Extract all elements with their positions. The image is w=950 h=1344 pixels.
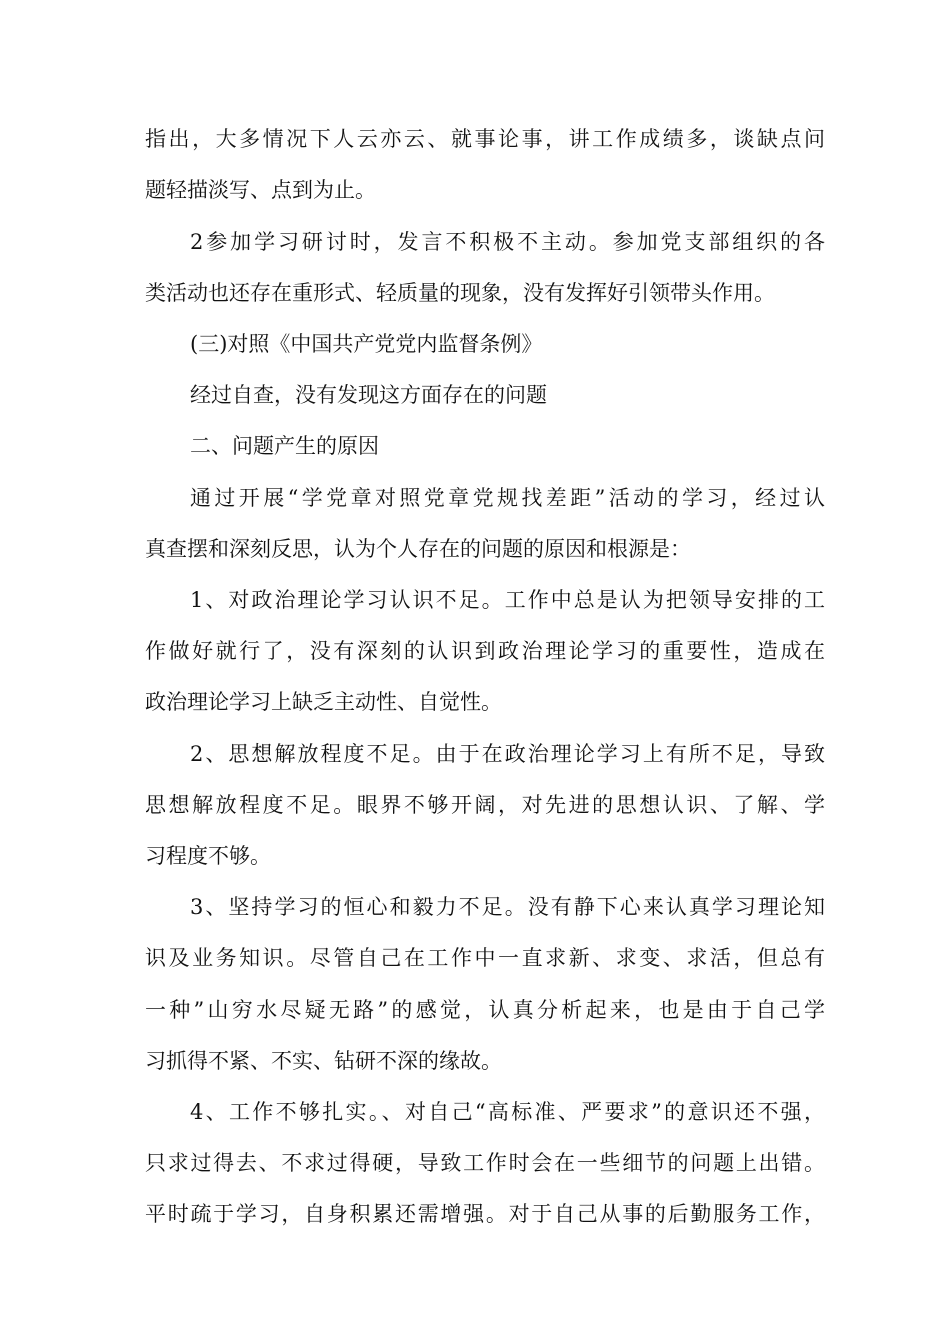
section-heading: 二、问题产生的原因 <box>190 434 379 458</box>
text-line: 一种”山穷水尽疑无路”的感觉，认真分析起来，也是由于自己学 <box>145 998 825 1022</box>
text-line: 3、坚持学习的恒心和毅力不足。没有静下心来认真学习理论知 <box>190 895 825 919</box>
text-line: 1、对政治理论学习认识不足。工作中总是认为把领导安排的工 <box>190 588 825 612</box>
text-line: 题轻描淡写、点到为止。 <box>145 178 376 202</box>
text-line: 4、工作不够扎实。、对自己“高标准、严要求”的意识还不强， <box>190 1100 825 1124</box>
text-line: 习抓得不紧、不实、钻研不深的缘故。 <box>145 1049 502 1073</box>
text-line: 类活动也还存在重形式、轻质量的现象，没有发挥好引领带头作用。 <box>145 281 775 305</box>
text-line: 指出，大多情况下人云亦云、就事论事，讲工作成绩多，谈缺点问 <box>145 127 825 151</box>
text-line: 2、思想解放程度不足。由于在政治理论学习上有所不足，导致 <box>190 742 825 766</box>
text-line: 2参加学习研讨时，发言不积极不主动。参加党支部组织的各 <box>190 230 825 254</box>
text-line: 思想解放程度不足。眼界不够开阔，对先进的思想认识、了解、学 <box>145 793 825 817</box>
text-line: 真查摆和深刻反思，认为个人存在的问题的原因和根源是： <box>145 537 691 561</box>
text-line: 通过开展“学党章对照党章党规找差距”活动的学习，经过认 <box>190 486 825 510</box>
text-line: 平时疏于学习，自身积累还需增强。对于自己从事的后勤服务工作， <box>145 1202 825 1226</box>
section-heading: (三)对照《中国共产党党内监督条例》 <box>190 332 543 356</box>
text-line: 识及业务知识。尽管自己在工作中一直求新、求变、求活，但总有 <box>145 946 825 970</box>
text-line: 政治理论学习上缺乏主动性、自觉性。 <box>145 690 502 714</box>
text-line: 作做好就行了，没有深刻的认识到政治理论学习的重要性，造成在 <box>145 639 825 663</box>
text-line: 习程度不够。 <box>145 844 271 868</box>
text-line: 经过自查，没有发现这方面存在的问题 <box>190 383 547 407</box>
text-line: 只求过得去、不求过得硬，导致工作时会在一些细节的问题上出错。 <box>145 1151 825 1175</box>
